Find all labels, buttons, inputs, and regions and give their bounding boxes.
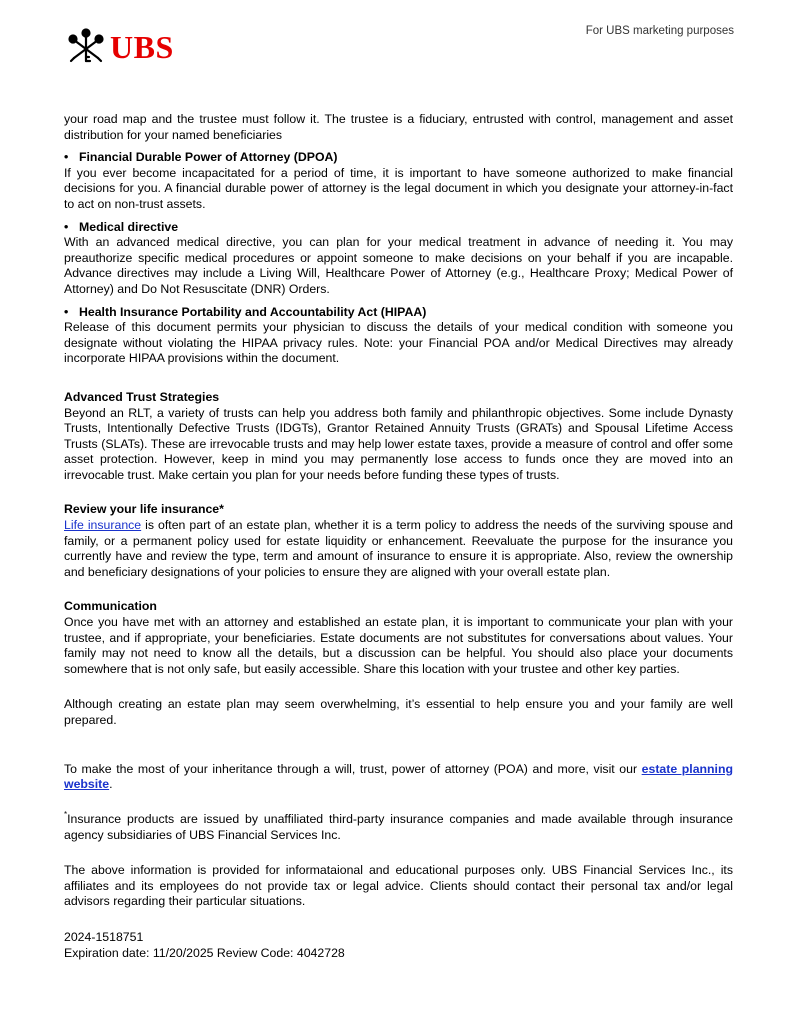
section-heading-advanced-trusts: Advanced Trust Strategies bbox=[64, 389, 220, 404]
cta-paragraph bbox=[64, 762, 733, 793]
estate-planning-website-link[interactable]: estate planning website bbox=[64, 761, 733, 792]
life-insurance-text: is often part of an estate plan, whether it is a term policy to address the needs of the surviving spouse and family, or a permanent policy used for estate liquidity or enhancement. Reevaluate the purpose for the insurance you currently have and review the type, term and amount of insurance to ensure it is appropriate. Also, review the ownership and beneficiary designations of your policies to ensure they are aligned with your overall estate plan. bbox=[64, 518, 734, 579]
footnote-marker: * bbox=[64, 810, 68, 819]
section-heading-communication: Communication bbox=[64, 599, 157, 614]
footnotes bbox=[64, 812, 733, 961]
ubs-keys-icon bbox=[66, 27, 106, 67]
bullet-heading: Medical directive bbox=[79, 219, 179, 234]
document-number: 2024-1518751 bbox=[64, 929, 144, 944]
bullet-heading: Financial Durable Power of Attorney (DPOA) bbox=[79, 150, 338, 165]
life-insurance-link[interactable]: Life insurance bbox=[64, 518, 142, 533]
insurance-footnote bbox=[64, 812, 733, 843]
life-insurance-paragraph bbox=[64, 518, 733, 580]
bullet-body: With an advanced medical directive, you can plan for your medical treatment in advance of needing it. You may preauthorize specific medical procedures or appoint someone to make decisions on your behalf if you are incapable. Advance directives may include a Living Will, Healthcare Power of Attorney (e.g., Healthcare Proxy; Medical Power of Attorney) and Do Not Resuscitate (DNR) Orders. bbox=[64, 235, 733, 296]
bullet-dot: • bbox=[64, 304, 69, 319]
advanced-trusts-paragraph: Beyond an RLT, a variety of trusts can help you address both family and philanthropic objectives. Some include Dynasty Trusts, Intentionally Defective Trusts (IDGTs), Grantor Retained Annuity Trusts (GRATs) and Spousal Lifetime Access Trusts (SLATs). These are irrevocable trusts and may help lower estate taxes, provide a measure of control and offer some asset protection. However, keep in mind you may permanently lose access to funds once they are moved into an irrevocable trust. Make certain you plan for your needs before funding these types of trusts. bbox=[64, 405, 733, 482]
bullet-dot: • bbox=[64, 150, 69, 165]
intro-paragraph: your road map and the trustee must follow it. The trustee is a fiduciary, entrusted with control, management and asset distribution for your named beneficiaries bbox=[64, 112, 733, 142]
bullet-heading: Health Insurance Portability and Accountability Act (HIPAA) bbox=[79, 304, 427, 319]
cta-text: To make the most of your inheritance through a will, trust, power of attorney (POA) and more, visit our bbox=[64, 761, 642, 776]
bullet-body: Release of this document permits your physician to discuss the details of your medical condition with someone you designate without violating the HIPAA privacy rules. Note: your Financial POA and/or Medical Directives may already incorporate HIPAA provisions within the document. bbox=[64, 320, 733, 366]
document-codes bbox=[64, 930, 733, 961]
marketing-tagline: For UBS marketing purposes bbox=[585, 25, 734, 37]
disclaimer-paragraph: The above information is provided for informataional and educational purposes only. UBS Financial Services Inc., its affiliates and its employees do not provide tax or legal advice. Clients should contact their personal tax and/or legal advisors regarding their particular situations. bbox=[64, 863, 733, 909]
bullet-body: If you ever become incapacitated for a period of time, it is important to have someone authorized to make financial decisions for you. A financial durable power of attorney is the legal document in which you designate your attorney-in-fact to act on non-trust assets. bbox=[64, 165, 733, 211]
closing-paragraph: Although creating an estate plan may seem overwhelming, it’s essential to help ensure you and your family are well prepared. bbox=[64, 697, 733, 727]
expiration-review-code: Expiration date: 11/20/2025 Review Code: 4042728 bbox=[64, 945, 345, 960]
section-heading-life-insurance: Review your life insurance* bbox=[64, 502, 224, 517]
ubs-logo bbox=[66, 27, 174, 67]
bullet-item bbox=[64, 305, 733, 367]
cta-end: . bbox=[109, 777, 113, 792]
logo-wordmark: UBS bbox=[110, 29, 174, 65]
bullet-item bbox=[64, 220, 733, 298]
bullet-item bbox=[64, 150, 733, 212]
main-content bbox=[64, 112, 733, 793]
footnote-text: Insurance products are issued by unaffiliated third-party insurance companies and made available through insurance agency subsidiaries of UBS Financial Services Inc. bbox=[64, 812, 733, 842]
communication-paragraph: Once you have met with an attorney and established an estate plan, it is important to communicate your plan with your trustee, and if appropriate, your beneficiaries. Estate documents are not substitutes for conversations about values. Your family may not need to know all the details, but a discussion can be helpful. You should also place your documents somewhere that is not only safe, but easily accessible. Share this location with your trustee and other key parties. bbox=[64, 615, 733, 676]
bullet-dot: • bbox=[64, 219, 69, 234]
